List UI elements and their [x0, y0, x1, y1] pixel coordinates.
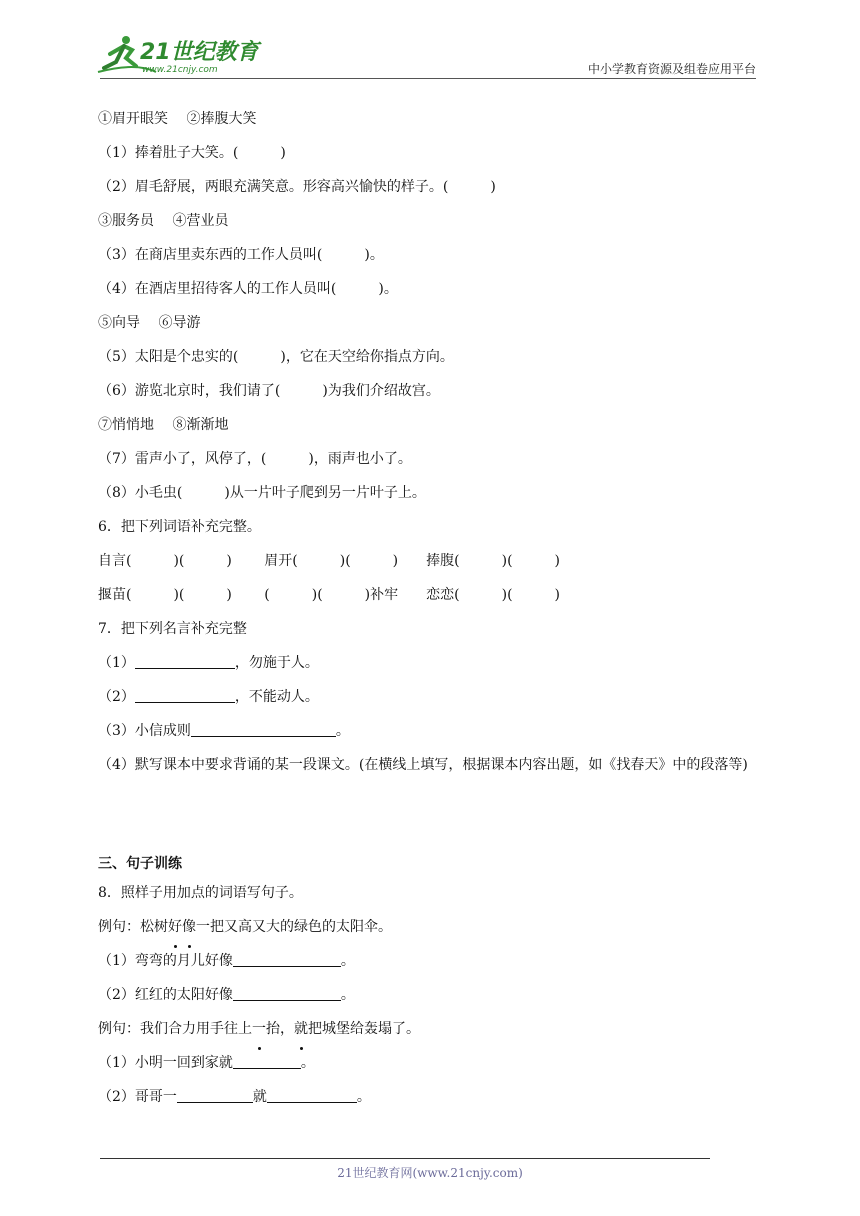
word-group-2: ③服务员 ④营业员: [98, 213, 229, 229]
logo-url: www.21cnjy.com: [142, 65, 218, 75]
footer-divider: [100, 1158, 710, 1159]
sentence-1: [98, 944, 770, 978]
idiom-row-1: 自言( )( ) 眉开( )( ) 捧腹( )( ): [98, 553, 560, 569]
sentence-4-blank-2[interactable]: [267, 1086, 357, 1103]
word-group-1: ①眉开眼笑 ②捧腹大笑: [98, 111, 257, 127]
question-3: （3）在商店里卖东西的工作人员叫( )。: [98, 247, 384, 263]
quote-2-suffix: ，不能动人。: [234, 689, 319, 705]
sentence-1-suffix: 。: [340, 953, 355, 969]
sentence-4-suffix: 。: [356, 1089, 371, 1105]
quote-1: [98, 646, 770, 680]
sentence-3-suffix: 。: [300, 1055, 315, 1071]
sentence-3-blank[interactable]: [233, 1052, 301, 1069]
question-5: （5）太阳是个忠实的( )，它在天空给你指点方向。: [98, 349, 454, 365]
quote-3-suffix: 。: [335, 723, 350, 739]
word-group-3: ⑤向导 ⑥导游: [98, 315, 201, 331]
sentence-1-blank[interactable]: [233, 950, 341, 967]
sentence-2-suffix: 。: [340, 987, 355, 1003]
quote-2-prefix: （2）: [98, 689, 135, 705]
worksheet-content: [98, 102, 770, 1114]
sentence-4: [98, 1080, 770, 1114]
question-1: （1）捧着肚子大笑。( ): [98, 145, 286, 161]
example-2-suffix: 把城堡给轰塌了。: [308, 1021, 420, 1037]
section-3-title: 三、句子训练: [98, 856, 182, 872]
dotted-char-4: 就: [294, 1012, 308, 1046]
idiom-row-2: 揠苗( )( ) ( )( )补牢 恋恋( )( ): [98, 587, 560, 603]
dotted-char-3: 一: [252, 1012, 266, 1046]
quote-2: [98, 680, 770, 714]
footer-text: 21世纪教育网(www.21cnjy.com): [337, 1166, 523, 1180]
exercise-8-title: 8．照样子用加点的词语写句子。: [98, 885, 303, 901]
example-1-prefix: 例句：松树: [98, 919, 168, 935]
quote-1-blank[interactable]: [135, 652, 235, 669]
header-divider: [100, 78, 756, 79]
quote-3-blank[interactable]: [191, 720, 336, 737]
sentence-2-blank[interactable]: [233, 984, 341, 1001]
question-6: （6）游览北京时，我们请了( )为我们介绍故宫。: [98, 383, 440, 399]
sentence-4-prefix: （2）哥哥一: [98, 1089, 177, 1105]
dotted-char-1: 好: [168, 910, 182, 944]
question-4: （4）在酒店里招待客人的工作人员叫( )。: [98, 281, 398, 297]
question-7: （7）雷声小了，风停了，( )，雨声也小了。: [98, 451, 412, 467]
sentence-4-middle: 就: [252, 1089, 267, 1105]
sentence-2-prefix: （2）红红的太阳好像: [98, 987, 233, 1003]
logo-text: 21世纪教育: [140, 40, 259, 65]
sentence-1-prefix: （1）弯弯的月儿好像: [98, 953, 233, 969]
quote-3: [98, 714, 770, 748]
dotted-char-2: 像: [182, 910, 196, 944]
sentence-3: [98, 1046, 770, 1080]
example-2-middle: 抬，: [266, 1021, 294, 1037]
quote-1-suffix: ，勿施于人。: [234, 655, 319, 671]
exercise-6-title: 6．把下列词语补充完整。: [98, 519, 261, 535]
quote-1-prefix: （1）: [98, 655, 135, 671]
example-1-suffix: 一把又高又大的绿色的太阳伞。: [196, 919, 392, 935]
quote-2-blank[interactable]: [135, 686, 235, 703]
example-2-prefix: 例句：我们合力用手往上: [98, 1021, 252, 1037]
sentence-3-prefix: （1）小明一回到家就: [98, 1055, 233, 1071]
logo-icon: [96, 32, 266, 78]
question-8: （8）小毛虫( )从一片叶子爬到另一片叶子上。: [98, 485, 426, 501]
platform-label: 中小学教育资源及组卷应用平台: [587, 62, 756, 76]
example-2: [98, 1012, 770, 1046]
sentence-4-blank-1[interactable]: [177, 1086, 253, 1103]
quote-3-prefix: （3）小信成则: [98, 723, 191, 739]
page-header: [0, 0, 860, 80]
exercise-7-title: 7．把下列名言补充完整: [98, 621, 247, 637]
quote-4: （4）默写课本中要求背诵的某一段课文。(在横线上填写，根据课本内容出题，如《找春天》中的段落等): [98, 757, 748, 773]
question-2: （2）眉毛舒展，两眼充满笑意。形容高兴愉快的样子。( ): [98, 179, 496, 195]
word-group-4: ⑦悄悄地 ⑧渐渐地: [98, 417, 229, 433]
example-1: [98, 910, 770, 944]
sentence-2: [98, 978, 770, 1012]
